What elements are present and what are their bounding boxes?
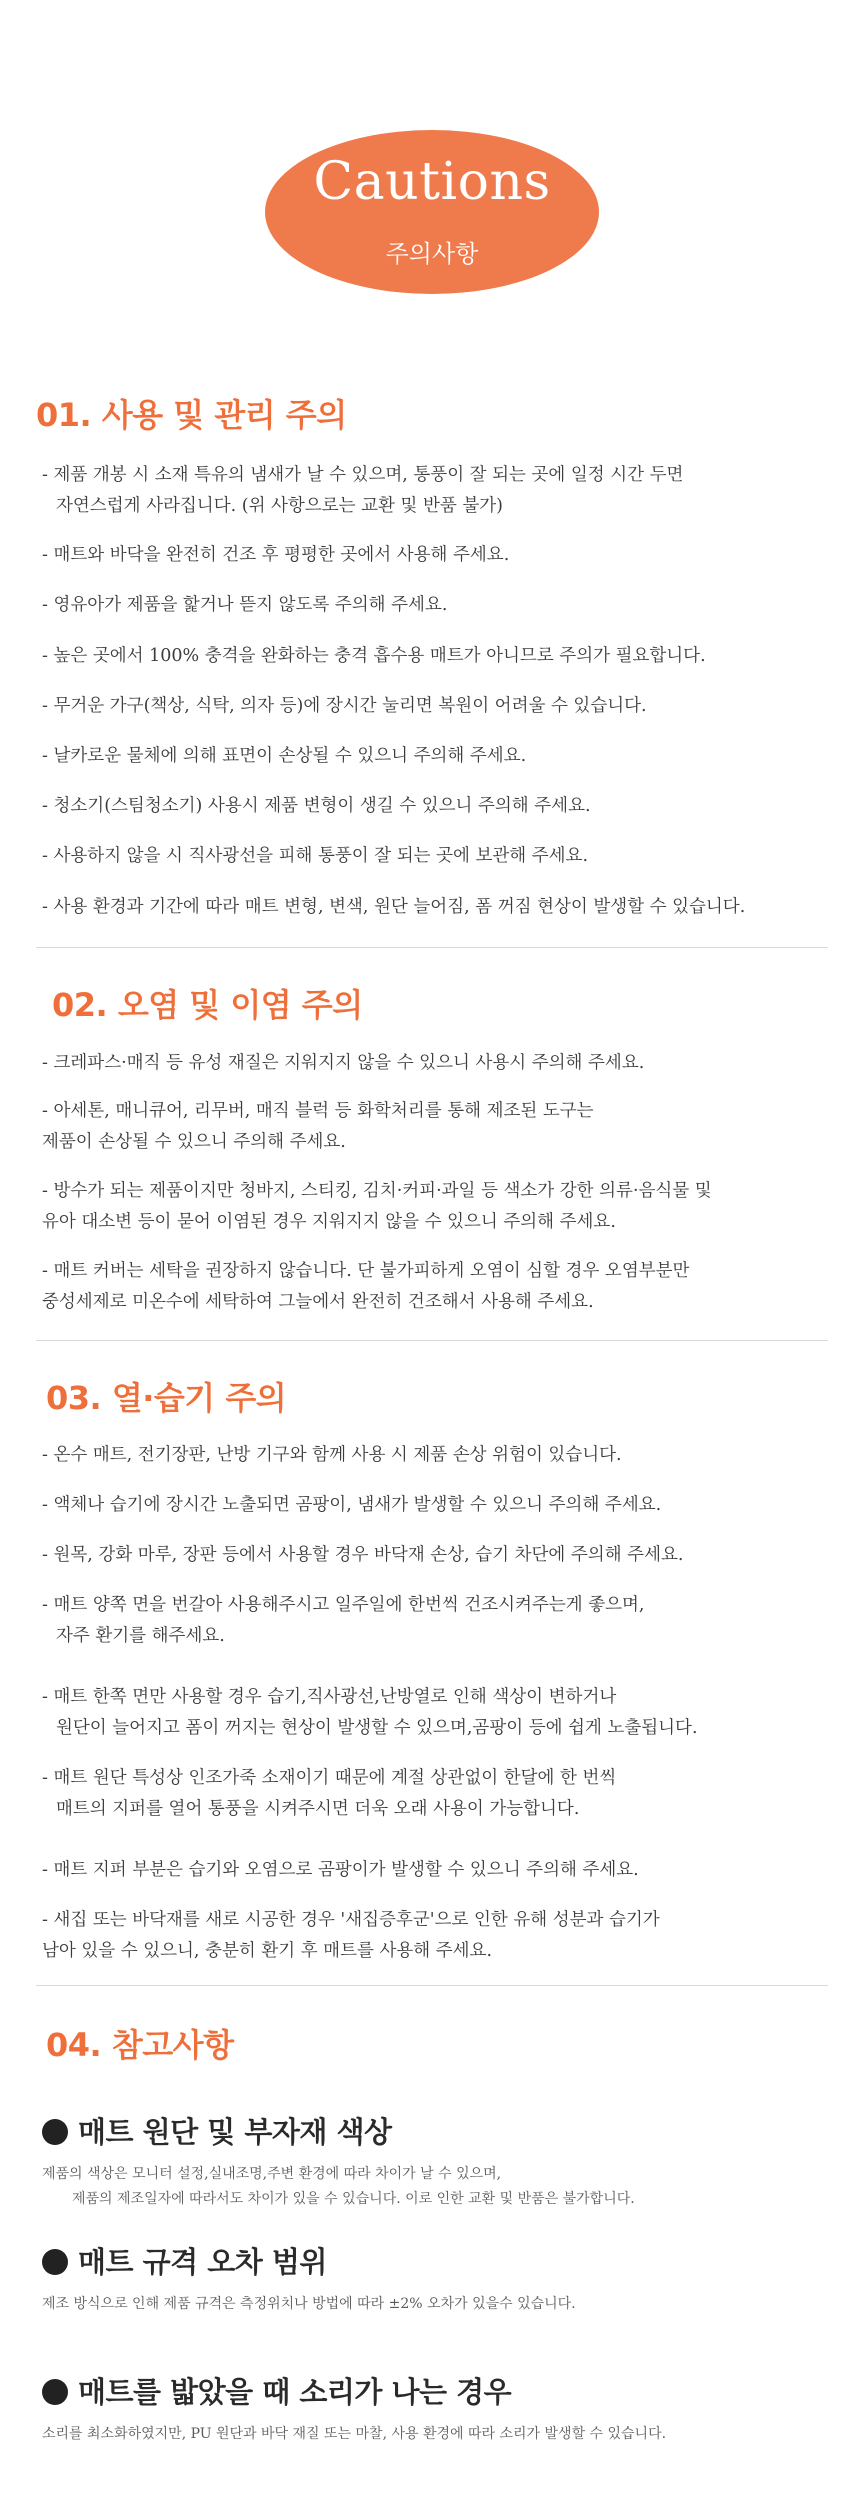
list-item: - 높은 곳에서 100% 충격을 완화하는 충격 흡수용 매트가 아니므로 주의가 필요합니다.	[42, 646, 706, 666]
badge-subtitle: 주의사항	[385, 240, 479, 268]
cautions-badge	[265, 130, 599, 294]
list-item: - 사용하지 않을 시 직사광선을 피해 통풍이 잘 되는 곳에 보관해 주세요.	[42, 846, 589, 866]
section-divider	[36, 1985, 828, 1986]
list-item: - 매트 커버는 세탁을 권장하지 않습니다. 단 불가피하게 오염이 심할 경우 오염부분만 중성세제로 미온수에 세탁하여 그늘에서 완전히 건조해서 사용해 주세요.	[42, 1261, 690, 1312]
list-item: - 매트 지퍼 부분은 습기와 오염으로 곰팡이가 발생할 수 있으니 주의해 주세요.	[42, 1860, 639, 1880]
list-item: - 날카로운 물체에 의해 표면이 손상될 수 있으니 주의해 주세요.	[42, 746, 527, 766]
list-item: - 사용 환경과 기간에 따라 매트 변형, 변색, 원단 늘어짐, 폼 꺼짐 현상이 발생할 수 있습니다.	[42, 897, 746, 917]
note-text: 제조 방식으로 인해 제품 규격은 측정위치나 방법에 따라 ±2% 오차가 있을수 있습니다.	[42, 2296, 576, 2312]
list-item: - 제품 개봉 시 소재 특유의 냄새가 날 수 있으며, 통풍이 잘 되는 곳에 일정 시간 두면 자연스럽게 사라집니다. (위 사항으로는 교환 및 반품 불가)	[42, 465, 684, 516]
list-item: - 무거운 가구(책상, 식탁, 의자 등)에 장시간 눌리면 복원이 어려울 수 있습니다.	[42, 696, 647, 716]
list-item: - 매트 양쪽 면을 번갈아 사용해주시고 일주일에 한번씩 건조시켜주는게 좋으며, 자주 환기를 해주세요.	[42, 1595, 645, 1646]
bullet-dot-icon	[42, 2119, 68, 2145]
list-item: - 청소기(스팀청소기) 사용시 제품 변형이 생길 수 있으니 주의해 주세요.	[42, 796, 591, 816]
section-heading-usage: 01. 사용 및 관리 주의	[36, 396, 347, 434]
section-heading-notes: 04. 참고사항	[46, 2026, 234, 2064]
bullet-dot-icon	[42, 2249, 68, 2275]
section-divider	[36, 947, 828, 948]
section-divider	[36, 1340, 828, 1341]
list-item: - 영유아가 제품을 핥거나 뜯지 않도록 주의해 주세요.	[42, 595, 448, 615]
badge-title: Cautions	[313, 152, 551, 212]
list-item: - 새집 또는 바닥재를 새로 시공한 경우 '새집증후군'으로 인한 유해 성분과 습기가 남아 있을 수 있으니, 충분히 환기 후 매트를 사용해 주세요.	[42, 1910, 660, 1961]
section-heading-heat-moisture: 03. 열·습기 주의	[46, 1379, 287, 1417]
list-item: - 방수가 되는 제품이지만 청바지, 스티킹, 김치·커피·과일 등 색소가 강한 의류·음식물 및 유아 대소변 등이 묻어 이염된 경우 지워지지 않을 수 있으니 주의해 주세요.	[42, 1181, 712, 1232]
note-text: 제품의 색상은 모니터 설정,실내조명,주변 환경에 따라 차이가 날 수 있으며, 제품의 제조일자에 따라서도 차이가 있을 수 있습니다. 이로 인한 교환 및 반품은 불가합니다.	[42, 2166, 635, 2207]
section-heading-stain: 02. 오염 및 이염 주의	[52, 986, 363, 1024]
list-item: - 온수 매트, 전기장판, 난방 기구와 함께 사용 시 제품 손상 위험이 있습니다.	[42, 1445, 622, 1465]
list-item: - 원목, 강화 마루, 장판 등에서 사용할 경우 바닥재 손상, 습기 차단에 주의해 주세요.	[42, 1545, 684, 1565]
list-item: - 크레파스·매직 등 유성 재질은 지워지지 않을 수 있으니 사용시 주의해 주세요.	[42, 1053, 645, 1073]
list-item: - 아세톤, 매니큐어, 리무버, 매직 블럭 등 화학처리를 통해 제조된 도구는 제품이 손상될 수 있으니 주의해 주세요.	[42, 1101, 594, 1152]
list-item: - 매트와 바닥을 완전히 건조 후 평평한 곳에서 사용해 주세요.	[42, 545, 510, 565]
list-item: - 매트 원단 특성상 인조가죽 소재이기 때문에 계절 상관없이 한달에 한 번씩 매트의 지퍼를 열어 통풍을 시켜주시면 더욱 오래 사용이 가능합니다.	[42, 1768, 617, 1819]
note-text: 소리를 최소화하였지만, PU 원단과 바닥 재질 또는 마찰, 사용 환경에 따라 소리가 발생할 수 있습니다.	[42, 2426, 667, 2442]
list-item: - 액체나 습기에 장시간 노출되면 곰팡이, 냄새가 발생할 수 있으니 주의해 주세요.	[42, 1495, 662, 1515]
note-heading-noise: 매트를 밟았을 때 소리가 나는 경우	[42, 2370, 511, 2411]
bullet-dot-icon	[42, 2379, 68, 2405]
note-heading-size-tolerance: 매트 규격 오차 범위	[42, 2240, 327, 2281]
note-heading-color: 매트 원단 및 부자재 색상	[42, 2110, 392, 2151]
list-item: - 매트 한쪽 면만 사용할 경우 습기,직사광선,난방열로 인해 색상이 변하거나 원단이 늘어지고 폼이 꺼지는 현상이 발생할 수 있으며,곰팡이 등에 쉽게 노출됩니다.	[42, 1687, 698, 1738]
